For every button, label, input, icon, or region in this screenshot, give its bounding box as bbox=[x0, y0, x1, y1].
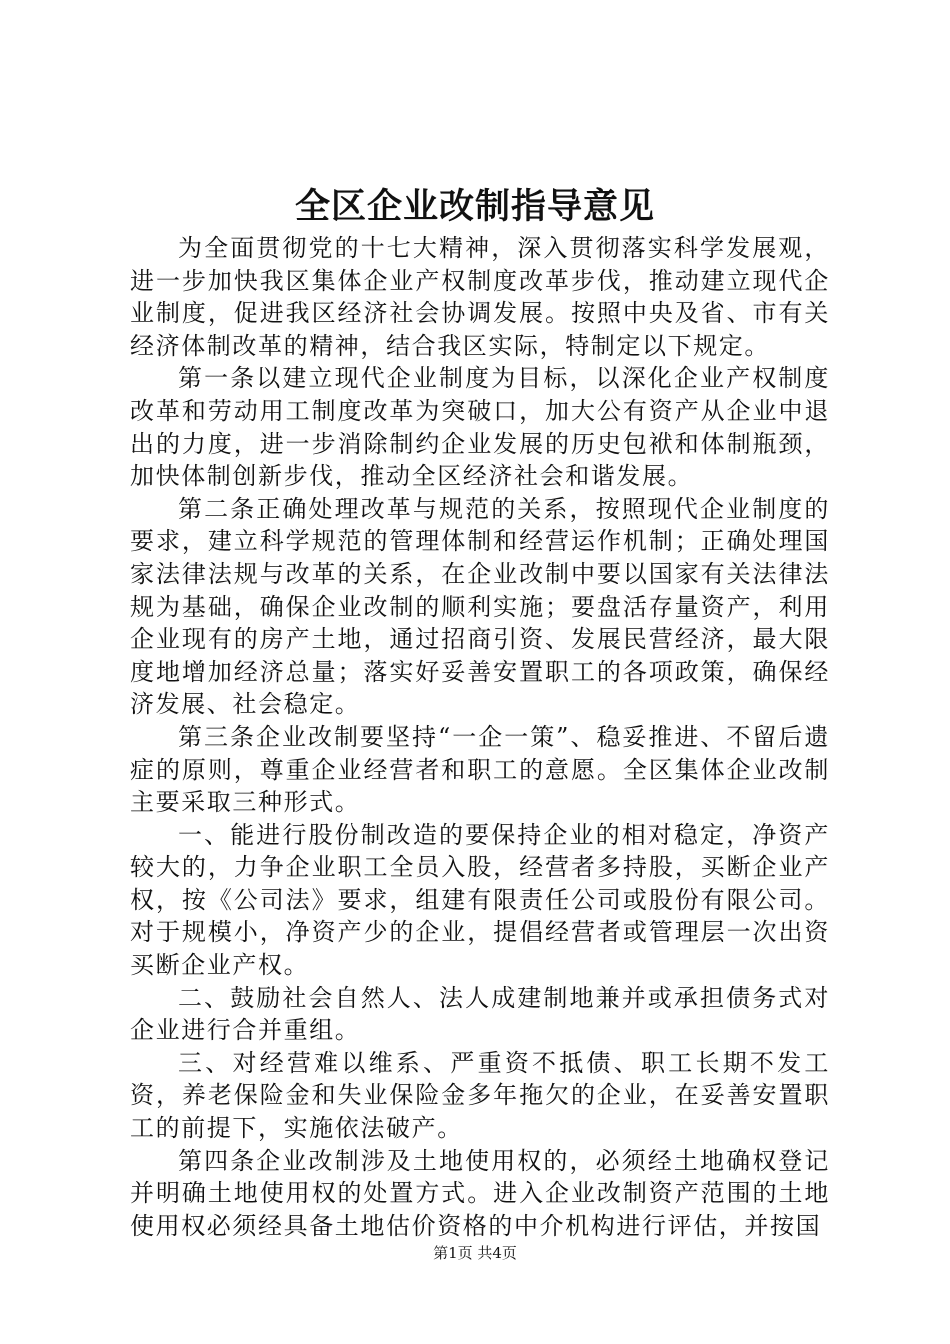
page-number-footer: 第1页 共4页 bbox=[433, 1244, 517, 1262]
paragraph-article-3: 第三条企业改制要坚持“一企一策”、稳妥推进、不留后遗症的原则，尊重企业经营者和职工的意愿。全区集体企业改制主要采取三种形式。 bbox=[130, 722, 830, 817]
paragraph-article-1: 第一条以建立现代企业制度为目标，以深化企业产权制度改革和劳动用工制度改革为突破口，加大公有资产从企业中退出的力度，进一步消除制约企业发展的历史包袱和体制瓶颈，加快体制创新步伐，推动全区经济社会和谐发展。 bbox=[130, 364, 830, 491]
document-title: 全区企业改制指导意见 bbox=[294, 187, 655, 227]
paragraph-form-1: 一、能进行股份制改造的要保持企业的相对稳定，净资产较大的，力争企业职工全员入股，经营者多持股，买断企业产权，按《公司法》要求，组建有限责任公司或股份有限公司。对于规模小，净资产少的企业，提倡经营者或管理层一次出资买断企业产权。 bbox=[130, 820, 830, 980]
document-body bbox=[130, 232, 830, 1242]
paragraph-form-2: 二、鼓励社会自然人、法人成建制地兼并或承担债务式对企业进行合并重组。 bbox=[130, 983, 830, 1045]
paragraph-article-4: 第四条企业改制涉及土地使用权的，必须经土地确权登记并明确土地使用权的处置方式。进入企业改制资产范围的土地使用权必须经具备土地估价资格的中介机构进行评估，并按国 bbox=[130, 1146, 830, 1240]
paragraph-form-3: 三、对经营难以维系、严重资不抵债、职工长期不发工资，养老保险金和失业保险金多年拖欠的企业，在妥善安置职工的前提下，实施依法破产。 bbox=[130, 1048, 830, 1143]
paragraph-article-2: 第二条正确处理改革与规范的关系，按照现代企业制度的要求，建立科学规范的管理体制和经营运作机制；正确处理国家法律法规与改革的关系，在企业改制中要以国家有关法律法规为基础，确保企业改制的顺利实施；要盘活存量资产，利用企业现有的房产土地，通过招商引资、发展民营经济，最大限度地增加经济总量；落实好妥善安置职工的各项政策，确保经济发展、社会稳定。 bbox=[130, 494, 830, 719]
paragraph-preamble: 为全面贯彻党的十七大精神，深入贯彻落实科学发展观，进一步加快我区集体企业产权制度改革步伐，推动建立现代企业制度，促进我区经济社会协调发展。按照中央及省、市有关经济体制改革的精神，结合我区实际，特制定以下规定。 bbox=[130, 234, 830, 360]
